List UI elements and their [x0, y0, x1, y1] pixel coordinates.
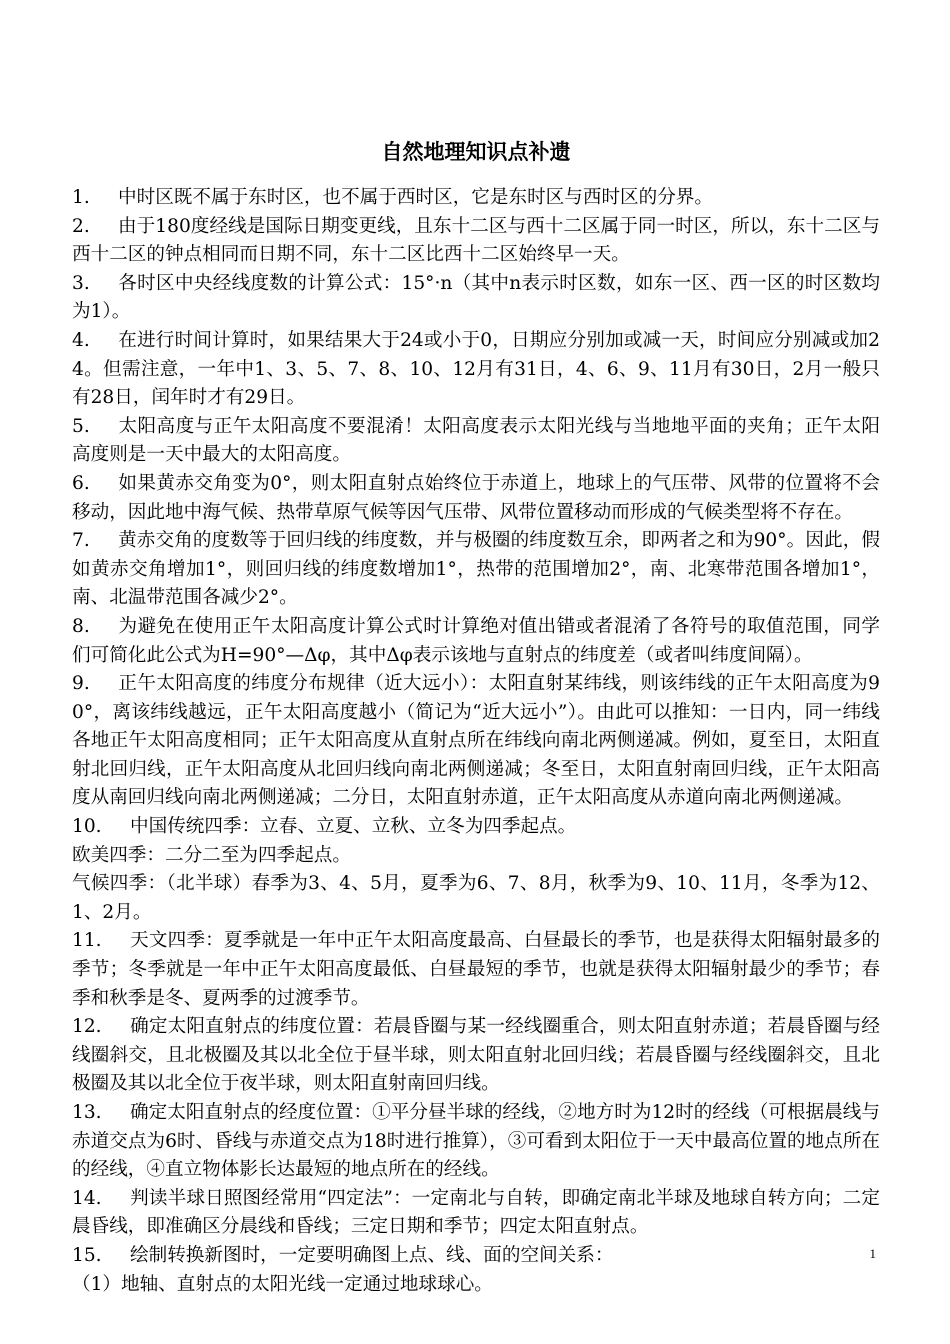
paragraph-number: 13. — [72, 1102, 102, 1123]
paragraph — [72, 842, 880, 871]
paragraph-text: 确定太阳直射点的纬度位置：若晨昏圈与某一经线圈重合，则太阳直射赤道；若晨昏圈与经线圈斜交，且北极圈及其以北全位于昼半球，则太阳直射北回归线；若晨昏圈与经线圈斜交，且北极圈及其以北全位于夜半球，则太阳直射南回归线。 — [72, 1016, 880, 1095]
paragraph-text: 由于180度经线是国际日期变更线，且东十二区与西十二区属于同一时区，所以，东十二区与西十二区的钟点相同而日期不同，东十二区比西十二区始终早一天。 — [72, 215, 880, 266]
paragraph-text: 太阳高度与正午太阳高度不要混淆！太阳高度表示太阳光线与当地地平面的夹角；正午太阳高度则是一天中最大的太阳高度。 — [72, 415, 880, 466]
paragraph — [72, 184, 880, 213]
paragraph — [72, 1242, 880, 1271]
paragraph — [72, 613, 880, 670]
paragraph-number: 1. — [72, 187, 90, 208]
paragraph — [72, 270, 880, 327]
paragraph-text: 黄赤交角的度数等于回归线的纬度数，并与极圈的纬度数互余，即两者之和为90°。因此，假如黄赤交角增加1°，则回归线的纬度数增加1°，热带的范围增加2°，南、北寒带范围各增加1°，南、北温带范围各减少2°。 — [72, 530, 880, 609]
paragraph — [72, 870, 880, 927]
paragraph-number: 2. — [72, 215, 90, 237]
paragraph-text: 中时区既不属于东时区，也不属于西时区，它是东时区与西时区的分界。 — [118, 187, 714, 208]
paragraph-text: 在进行时间计算时，如果结果大于24或小于0，日期应分别加或减一天，时间应分别减或加24。但需注意，一年中1、3、5、7、8、10、12月有31日，4、6、9、11月有30日，2月一般只有28日，闰年时才有29日。 — [72, 329, 880, 409]
paragraph — [72, 413, 880, 470]
paragraph-text: 正午太阳高度的纬度分布规律（近大远小）：太阳直射某纬线，则该纬线的正午太阳高度为90°，离该纬线越远，正午太阳高度越小（简记为“近大远小”）。由此可以推知：一日内，同一纬线各地正午太阳高度相同；正午太阳高度从直射点所在纬线向南北两侧递减。例如，夏至日，太阳直射北回归线，正午太阳高度从北回归线向南北两侧递减；冬至日，太阳直射南回归线，正午太阳高度从南回归线向南北两侧递减；二分日，太阳直射赤道，正午太阳高度从赤道向南北两侧递减。 — [72, 673, 880, 809]
paragraph — [72, 1185, 880, 1242]
paragraph — [72, 1271, 880, 1300]
paragraph-text: 判读半球日照图经常用“四定法”：一定南北与自转，即确定南北半球及地球自转方向；二定晨昏线，即准确区分晨线和昏线；三定日期和季节；四定太阳直射点。 — [72, 1187, 880, 1238]
paragraph-text: 绘制转换新图时，一定要明确图上点、线、面的空间关系： — [130, 1244, 614, 1266]
paragraph-text: 天文四季：夏季就是一年中正午太阳高度最高、白昼最长的季节，也是获得太阳辐射最多的季节；冬季就是一年中正午太阳高度最低、白昼最短的季节，也就是获得太阳辐射最少的季节；春季和秋季是冬、夏两季的过渡季节。 — [72, 930, 880, 1009]
paragraph-text: 中国传统四季：立春、立夏、立秋、立冬为四季起点。 — [130, 816, 577, 838]
document-title: 自然地理知识点补遗 — [381, 140, 571, 164]
document-page — [72, 126, 880, 1299]
paragraph-number: 6. — [72, 472, 90, 494]
paragraph-text: 为避免在使用正午太阳高度计算公式时计算绝对值出错或者混淆了各符号的取值范围，同学们可简化此公式为H=90°—Δφ，其中Δφ表示该地与直射点的纬度差（或者叫纬度间隔）。 — [72, 615, 880, 666]
paragraph-text: 确定太阳直射点的经度位置：①平分昼半球的经线，②地方时为12时的经线（可根据晨线与赤道交点为6时、昏线与赤道交点为18时进行推算），③可看到太阳位于一天中最高位置的地点所在的经线，④直立物体影长达最短的地点所在的经线。 — [72, 1102, 880, 1181]
paragraph — [72, 470, 880, 527]
paragraph-number: 11. — [72, 930, 102, 952]
paragraph-number: 10. — [72, 816, 102, 838]
paragraph — [72, 327, 880, 413]
paragraph-text: 如果黄赤交角变为0°，则太阳直射点始终位于赤道上，地球上的气压带、风带的位置将不会移动，因此地中海气候、热带草原气候等因气压带、风带位置移动而形成的气候类型将不存在。 — [72, 472, 880, 523]
paragraph-number: 5. — [72, 415, 90, 437]
paragraph — [72, 813, 880, 842]
paragraph-number: 3. — [72, 272, 90, 294]
paragraph-text: 各时区中央经线度数的计算公式：15°·n（其中n表示时区数，如东一区、西一区的时区数均为1）。 — [72, 272, 880, 323]
paragraph — [72, 527, 880, 613]
paragraph-text: （1）地轴、直射点的太阳光线一定通过地球球心。 — [72, 1273, 493, 1295]
document-body — [72, 184, 880, 1299]
paragraph-text: 气候四季：（北半球）春季为3、4、5月，夏季为6、7、8月，秋季为9、10、11月，冬季为12、1、2月。 — [72, 873, 880, 923]
paragraph — [72, 927, 880, 1013]
paragraph-number: 8. — [72, 615, 90, 637]
paragraph-number: 14. — [72, 1187, 102, 1209]
paragraph-number: 4. — [72, 329, 90, 351]
page-number: 1 — [869, 1246, 876, 1261]
paragraph-number: 7. — [72, 530, 90, 552]
paragraph — [72, 213, 880, 270]
paragraph-number: 15. — [72, 1244, 102, 1266]
paragraph — [72, 1099, 880, 1185]
paragraph — [72, 1013, 880, 1099]
paragraph-number: 9. — [72, 673, 90, 695]
paragraph-number: 12. — [72, 1016, 102, 1038]
paragraph-text: 欧美四季：二分二至为四季起点。 — [72, 844, 351, 866]
paragraph — [72, 670, 880, 813]
